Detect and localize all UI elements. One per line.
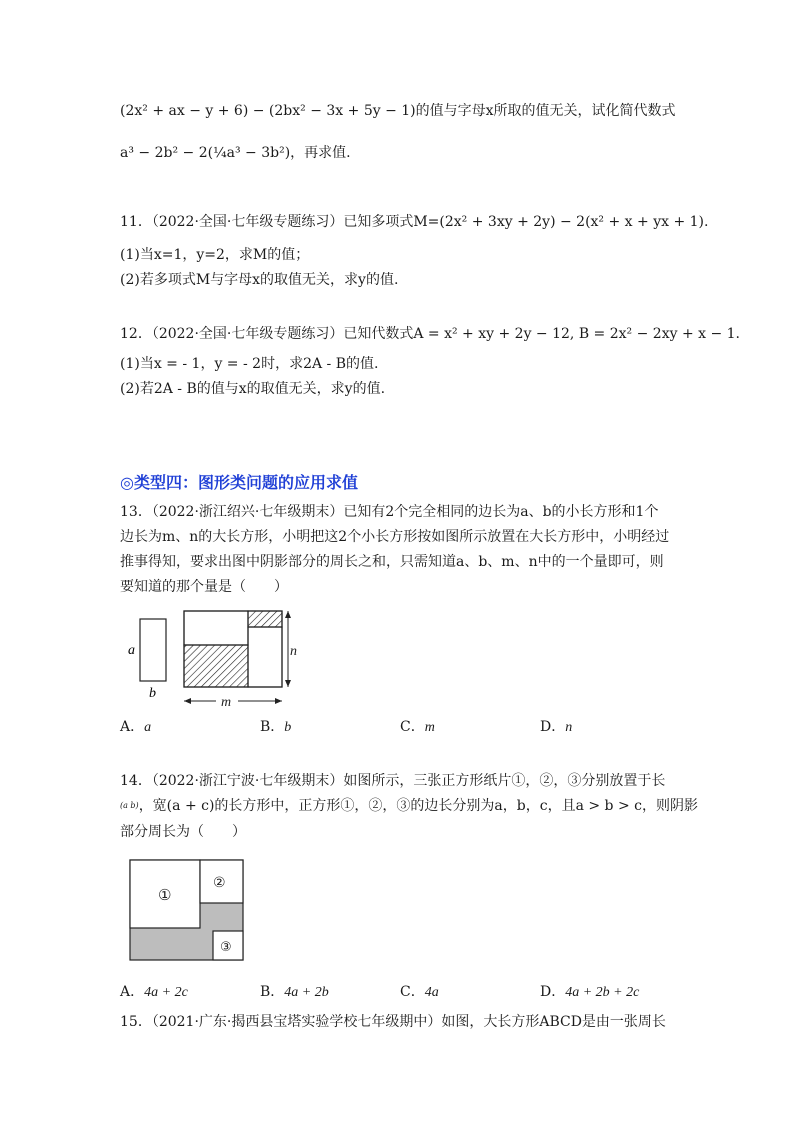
option-value: a <box>144 720 152 735</box>
q14-line-1: 14．（2022·浙江宁波·七年级期末）如图所示，三张正方形纸片①，②，③分别放置于长 <box>120 773 666 789</box>
option-value: 4a + 2c <box>144 985 188 1000</box>
q13-line-1: 13．（2022·浙江绍兴·七年级期末）已知有2个完全相同的边长为a、b的小长方形和1个 <box>120 504 659 520</box>
option-letter: C． <box>400 984 425 1000</box>
q14-line-2-text: ，宽(a + c)的长方形中，正方形①，②，③的边长分别为a，b，c，且a > b > c，则阴影 <box>138 798 698 814</box>
option-value: m <box>424 720 435 735</box>
option-letter: A． <box>120 719 145 735</box>
section-heading: ◎类型四：图形类问题的应用求值 <box>120 473 358 492</box>
label-a: a <box>128 643 135 658</box>
option-letter: D． <box>540 984 566 1000</box>
option-letter: C． <box>400 719 425 735</box>
q12-line-1: 12．（2022·全国·七年级专题练习）已知代数式A = x² + xy + 2y − 12, B = 2x² − 2xy + x − 1. <box>120 326 741 342</box>
q13-line-4: 要知道的那个量是（ ） <box>120 579 288 595</box>
q13-option-b[interactable] <box>260 717 291 738</box>
option-letter: D． <box>540 719 566 735</box>
q15-line-1: 15．（2021·广东·揭西县宝塔实验学校七年级期中）如图，大长方形ABCD是由一张周长 <box>120 1014 666 1030</box>
q10-line-1: (2x² + ax − y + 6) − (2bx² − 3x + 5y − 1)的值与字母x所取的值无关，试化简代数式 <box>120 103 676 119</box>
q14-small-text: (a b) <box>120 801 139 810</box>
label-b: b <box>149 686 156 701</box>
shaded-region-1 <box>184 645 248 687</box>
q14-line-3: 部分周长为（ ） <box>120 824 246 840</box>
option-value: b <box>284 720 292 735</box>
option-value: n <box>565 720 573 735</box>
option-letter: B． <box>260 719 285 735</box>
q13-option-c[interactable] <box>400 717 435 738</box>
q10-line-2: a³ − 2b² − 2(¼a³ − 3b²)，再求值. <box>120 145 351 161</box>
q13-figure <box>120 605 310 715</box>
q13-option-a[interactable] <box>120 717 151 738</box>
label-circle-2: ② <box>213 875 226 891</box>
q11-line-1: 11．（2022·全国·七年级专题练习）已知多项式M=(2x² + 3xy + 2y) − 2(x² + x + yx + 1). <box>120 214 709 230</box>
q14-line-2 <box>120 796 698 816</box>
option-value: 4a + 2b + 2c <box>565 985 640 1000</box>
small-rectangle <box>140 619 166 681</box>
q12-line-3: (2)若2A - B的值与x的取值无关，求y的值. <box>120 381 386 397</box>
q11-line-3: (2)若多项式M与字母x的取值无关，求y的值. <box>120 272 399 288</box>
q14-option-c[interactable] <box>400 982 439 1003</box>
q13-line-3: 推事得知，要求出图中阴影部分的周长之和，只需知道a、b、m、n中的一个量即可，则 <box>120 554 664 570</box>
q12-line-2: (1)当x = - 1，y = - 2时，求2A - B的值. <box>120 356 379 372</box>
option-letter: A． <box>120 984 145 1000</box>
label-circle-1: ① <box>158 886 172 904</box>
option-value: 4a + 2b <box>284 985 329 1000</box>
label-m: m <box>221 695 232 710</box>
q14-figure <box>128 858 248 964</box>
q14-option-a[interactable] <box>120 982 188 1003</box>
label-n: n <box>290 644 297 659</box>
q13-option-d[interactable] <box>540 717 572 738</box>
q14-option-b[interactable] <box>260 982 329 1003</box>
shaded-region-2 <box>248 611 282 627</box>
option-letter: B． <box>260 984 285 1000</box>
option-value: 4a <box>424 985 439 1000</box>
q14-option-d[interactable] <box>540 982 639 1003</box>
q11-line-2: (1)当x=1，y=2，求M的值； <box>120 247 310 263</box>
q13-line-2: 边长为m、n的大长方形，小明把这2个小长方形按如图所示放置在大长方形中，小明经过 <box>120 529 670 545</box>
label-circle-3: ③ <box>220 940 232 955</box>
